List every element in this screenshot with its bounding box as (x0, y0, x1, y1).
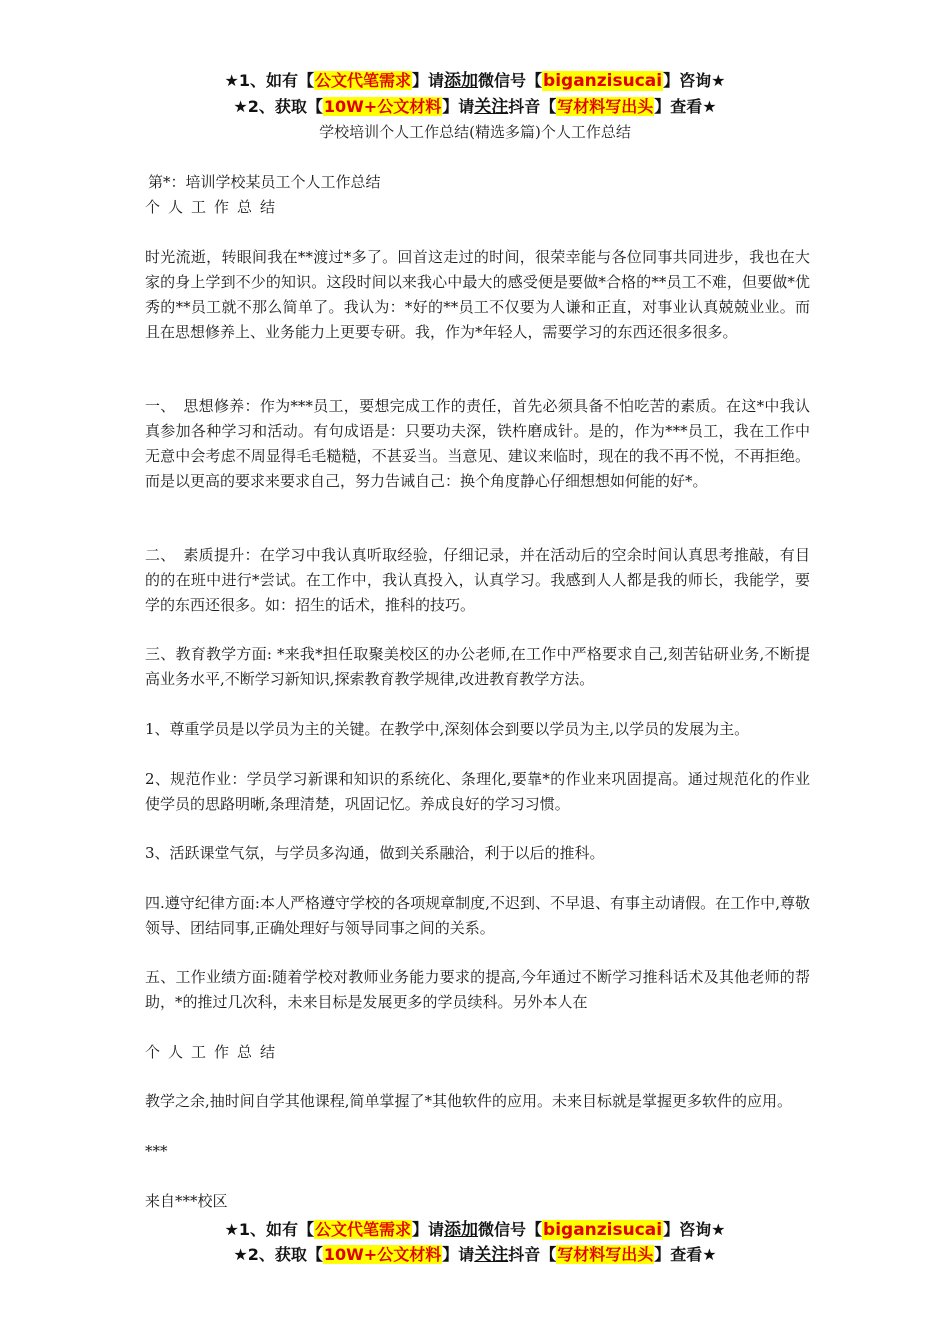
ad-text: 抖音【 (508, 1245, 557, 1264)
ad-highlight: 公文代笔需求 (315, 1220, 412, 1239)
ad-text: 】请 (442, 97, 475, 116)
ad-line-douyin-bottom (0, 1244, 950, 1266)
ad-text: ★1、如有【 (224, 1220, 314, 1239)
ad-line-wechat-bottom (0, 1219, 950, 1241)
ad-text: 微信号【 (478, 71, 543, 90)
ad-text: 】查看★ (654, 97, 717, 116)
paragraph-item-2: 2、规范作业：学员学习新课和知识的系统化、条理化,要靠*的作业来巩固提高。通过规范化的作业使学员的思路明晰,条理清楚，巩固记忆。养成良好的学习习惯。 (145, 770, 810, 813)
ad-text: ★2、获取【 (233, 97, 323, 116)
stars-line: *** (145, 1142, 168, 1160)
ad-highlight-wechat-id: biganzisucai (543, 71, 663, 91)
paragraph-performance: 五、工作业绩方面:随着学校对教师业务能力要求的提高,今年通过不断学习推科话术及其他老师的帮助，*的推过几次科，未来目标是发展更多的学员续科。另外本人在 (145, 968, 810, 1011)
ad-text: 】查看★ (654, 1245, 717, 1264)
paragraph-quality: 二、 素质提升：在学习中我认真听取经验，仔细记录，并在活动后的空余时间认真思考推敲，有目的的在班中进行*尝试。在工作中，我认真投入，认真学习。我感到人人都是我的师长，我能学，要学的东西还很多。如：招生的话术，推科的技巧。 (145, 546, 810, 614)
intro-paragraph: 时光流逝，转眼间我在**渡过*多了。回首这走过的时间，很荣幸能与各位同事共同进步，我也在大家的身上学到不少的知识。这段时间以来我心中最大的感受便是要做*合格的**员工不难，但要做*优秀的**员工就不那么简单了。我认为：*好的**员工不仅要为人谦和正直，对事业认真兢兢业业。而且在思想修养上、业务能力上更要专研。我，作为*年轻人，需要学习的东西还很多很多。 (145, 248, 810, 341)
ad-emphasis: 添加 (444, 1220, 479, 1240)
paragraph-self-study: 教学之余,抽时间自学其他课程,简单掌握了*其他软件的应用。未来目标就是掌握更多软件的应用。 (145, 1092, 793, 1110)
ad-highlight-douyin: 写材料写出头 (557, 1245, 654, 1264)
paragraph-item-3: 3、活跃课堂气氛，与学员多沟通，做到关系融洽，利于以后的推科。 (145, 844, 605, 862)
from-campus: 来自***校区 (145, 1192, 228, 1210)
ad-text: 】请 (442, 1245, 475, 1264)
paragraph-item-1: 1、尊重学员是以学员为主的关键。在教学中,深刻体会到要以学员为主,以学员的发展为主。 (145, 720, 750, 738)
ad-text: 】请 (412, 71, 445, 90)
ad-line-douyin (0, 96, 950, 118)
ad-text: 】咨询★ (663, 71, 726, 90)
ad-text: 微信号【 (478, 1220, 543, 1239)
spaced-heading: 个人工作总结 (145, 198, 284, 216)
paragraph-teaching: 三、教育教学方面: *来我*担任取聚美校区的办公老师,在工作中严格要求自己,刻苦钻研业务,不断提高业务水平,不断学习新知识,探索教育教学规律,改进教育教学方法。 (145, 645, 810, 688)
spaced-heading-repeat: 个人工作总结 (145, 1043, 284, 1061)
ad-highlight-douyin: 写材料写出头 (557, 97, 654, 116)
ad-highlight: 10W+公文材料 (323, 1245, 442, 1264)
ad-text: 】请 (412, 1220, 445, 1239)
ad-text: ★2、获取【 (233, 1245, 323, 1264)
ad-highlight: 公文代笔需求 (315, 71, 412, 90)
ad-line-wechat (0, 70, 950, 92)
ad-text: 】咨询★ (663, 1220, 726, 1239)
ad-highlight-wechat-id: biganzisucai (543, 1220, 663, 1240)
ad-text: ★1、如有【 (224, 71, 314, 90)
ad-text: 抖音【 (508, 97, 557, 116)
paragraph-thought: 一、 思想修养：作为***员工，要想完成工作的责任，首先必须具备不怕吃苦的素质。在这*中我认真参加各种学习和活动。有句成语是：只要功夫深，铁杵磨成针。是的，作为***员工，我在工作中无意中会考虑不周显得毛毛糙糙，不甚妥当。当意见、建议来临时，现在的我不再不悦，不再拒绝。而是以更高的要求来要求自己，努力告诫自己：换个角度静心仔细想想如何能的好*。 (145, 397, 810, 490)
section-heading: 第*：培训学校某员工个人工作总结 (148, 173, 381, 191)
ad-highlight: 10W+公文材料 (323, 97, 442, 116)
paragraph-discipline: 四.遵守纪律方面:本人严格遵守学校的各项规章制度,不迟到、不早退、有事主动请假。在工作中,尊敬领导、团结同事,正确处理好与领导同事之间的关系。 (145, 894, 810, 937)
ad-emphasis: 添加 (444, 71, 479, 91)
document-title: 学校培训个人工作总结(精选多篇)个人工作总结 (319, 123, 631, 141)
ad-emphasis: 关注 (474, 1245, 509, 1265)
ad-emphasis: 关注 (474, 97, 509, 117)
